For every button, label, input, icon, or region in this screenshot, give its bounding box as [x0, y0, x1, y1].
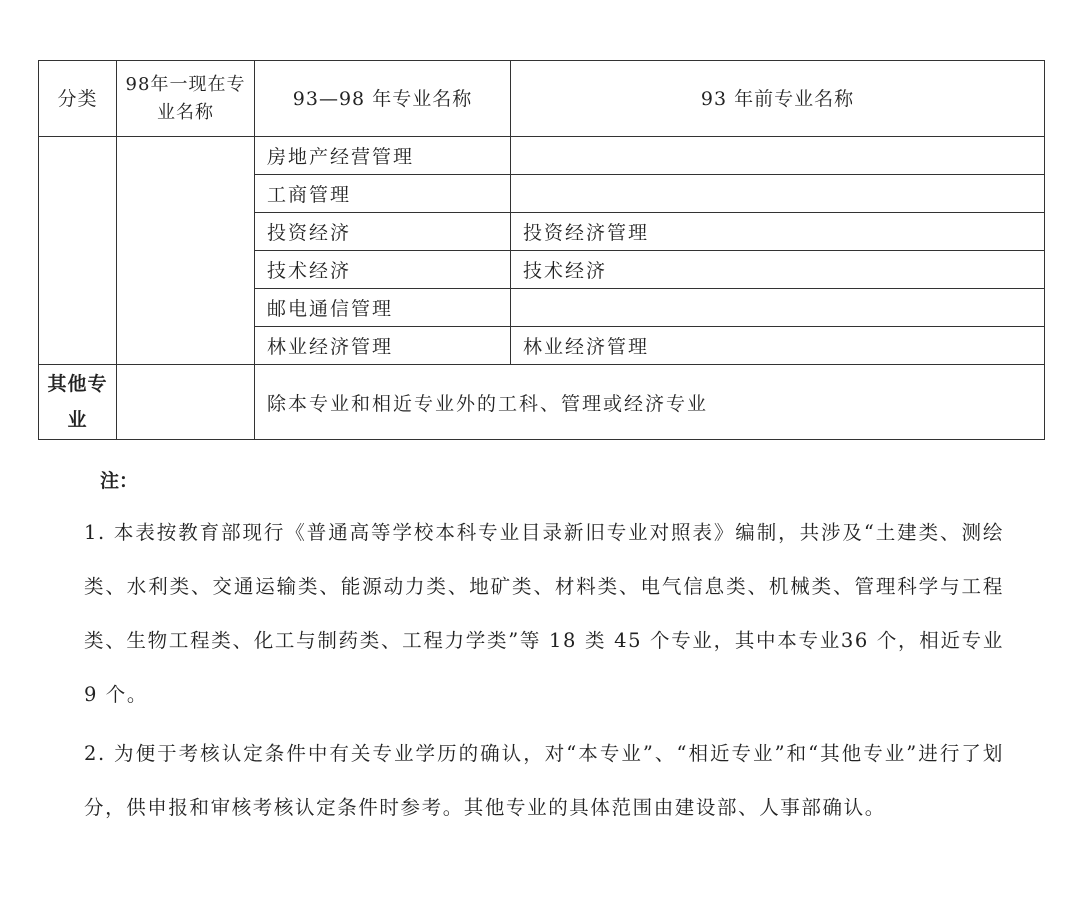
pre93-name-cell: 林业经济管理	[511, 327, 1045, 365]
note-paragraph-1: 1. 本表按教育部现行《普通高等学校本科专业目录新旧专业对照表》编制，共涉及“土建类、测绘类、水利类、交通运输类、能源动力类、地矿类、材料类、电气信息类、机械类、管理科学与工程类、生物工程类、化工与制药类、工程力学类”等 18 类 45 个专业，其中本专业36 个，相近专业 9 个。	[84, 521, 1004, 706]
header-current-name: 98年一现在专业名称	[117, 61, 255, 137]
other-current-cell-empty	[117, 365, 255, 440]
header-pre-93-name: 93 年前专业名称	[511, 61, 1045, 137]
current-name-cell-empty	[117, 137, 255, 365]
notes-title: 注：	[100, 470, 139, 492]
mid-name-cell: 工商管理	[255, 175, 511, 213]
note-paragraph-2: 2. 为便于考核认定条件中有关专业学历的确认，对“本专业”、“相近专业”和“其他专业”进行了划分，供申报和审核考核认定条件时参考。其他专业的具体范围由建设部、人事部确认。	[84, 742, 1004, 819]
other-major-row	[39, 365, 1045, 440]
mid-name-cell: 房地产经营管理	[255, 137, 511, 175]
pre93-name-cell: 投资经济管理	[511, 213, 1045, 251]
mid-name-cell: 投资经济	[255, 213, 511, 251]
mid-name-cell: 邮电通信管理	[255, 289, 511, 327]
table-row	[39, 137, 1045, 175]
mid-name-cell: 林业经济管理	[255, 327, 511, 365]
table-header-row	[39, 61, 1045, 137]
pre93-name-cell	[511, 175, 1045, 213]
major-comparison-table	[38, 60, 1045, 440]
other-major-category: 其他专业	[39, 365, 117, 440]
mid-name-cell: 技术经济	[255, 251, 511, 289]
pre93-name-cell	[511, 289, 1045, 327]
header-93-98-name: 93—98 年专业名称	[255, 61, 511, 137]
pre93-name-cell: 技术经济	[511, 251, 1045, 289]
header-category: 分类	[39, 61, 117, 137]
pre93-name-cell	[511, 137, 1045, 175]
category-cell-empty	[39, 137, 117, 365]
other-major-description: 除本专业和相近专业外的工科、管理或经济专业	[255, 365, 1045, 440]
